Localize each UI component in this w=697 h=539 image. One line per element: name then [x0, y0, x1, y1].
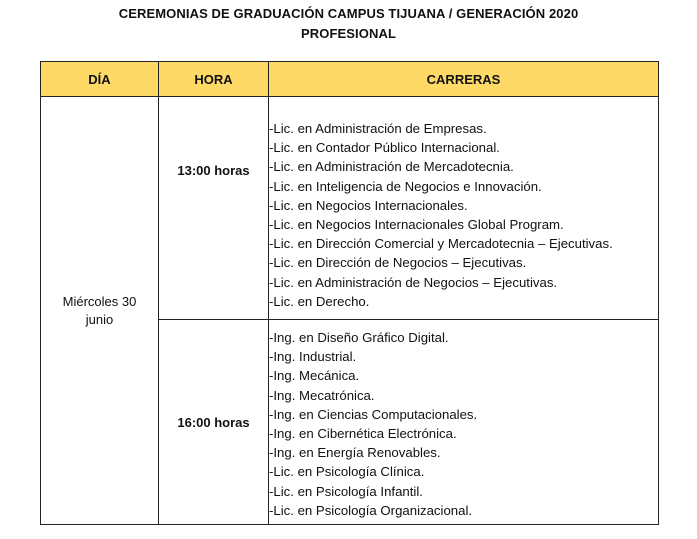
- career-item: -Ing. Mecánica.: [269, 368, 360, 384]
- career-item: -Lic. en Dirección de Negocios – Ejecutivas.: [269, 255, 527, 271]
- career-item: -Ing. en Cibernética Electrónica.: [269, 426, 457, 442]
- careers-cell: [269, 320, 659, 525]
- document-title: CEREMONIAS DE GRADUACIÓN CAMPUS TIJUANA / GENERACIÓN 2020: [118, 6, 579, 21]
- careers-cell: [269, 97, 659, 320]
- column-header-hora: HORA: [159, 62, 269, 97]
- career-item: -Ing. Mecatrónica.: [269, 387, 375, 403]
- career-item: -Ing. en Diseño Gráfico Digital.: [269, 330, 449, 345]
- graduation-schedule-table: [40, 61, 659, 525]
- day-line: junio: [85, 311, 114, 327]
- document-subtitle: PROFESIONAL: [301, 26, 396, 41]
- career-item: -Lic. en Contador Público Internacional.: [269, 140, 500, 156]
- career-item: -Lic. en Administración de Empresas.: [269, 121, 487, 136]
- career-item: -Ing. en Energía Renovables.: [269, 445, 441, 461]
- column-header-carreras: CARRERAS: [269, 62, 659, 97]
- career-item: -Lic. en Negocios Internacionales Global Program.: [269, 217, 564, 233]
- time-cell: 13:00 horas: [159, 97, 269, 320]
- table-row: [41, 97, 659, 320]
- career-item: -Lic. en Psicología Infantil.: [269, 483, 423, 499]
- career-item: -Lic. en Dirección Comercial y Mercadotecnia – Ejecutivas.: [269, 236, 613, 252]
- career-item: -Ing. Industrial.: [269, 349, 357, 365]
- career-item: -Lic. en Negocios Internacionales.: [269, 197, 468, 213]
- career-item: -Lic. en Inteligencia de Negocios e Innovación.: [269, 178, 542, 194]
- career-item: -Lic. en Psicología Clínica.: [269, 464, 425, 480]
- career-item: -Ing. en Ciencias Computacionales.: [269, 406, 478, 422]
- day-line: Miércoles 30: [62, 293, 137, 309]
- career-item: -Lic. en Administración de Negocios – Ejecutivas.: [269, 274, 558, 290]
- column-header-dia: DÍA: [41, 62, 159, 97]
- table-header-row: [41, 62, 659, 97]
- career-item: -Lic. en Derecho.: [269, 293, 370, 309]
- career-item: -Lic. en Psicología Organizacional.: [269, 502, 473, 518]
- day-cell: [41, 97, 159, 525]
- time-cell: 16:00 horas: [159, 320, 269, 525]
- career-item: -Lic. en Administración de Mercadotecnia.: [269, 159, 514, 175]
